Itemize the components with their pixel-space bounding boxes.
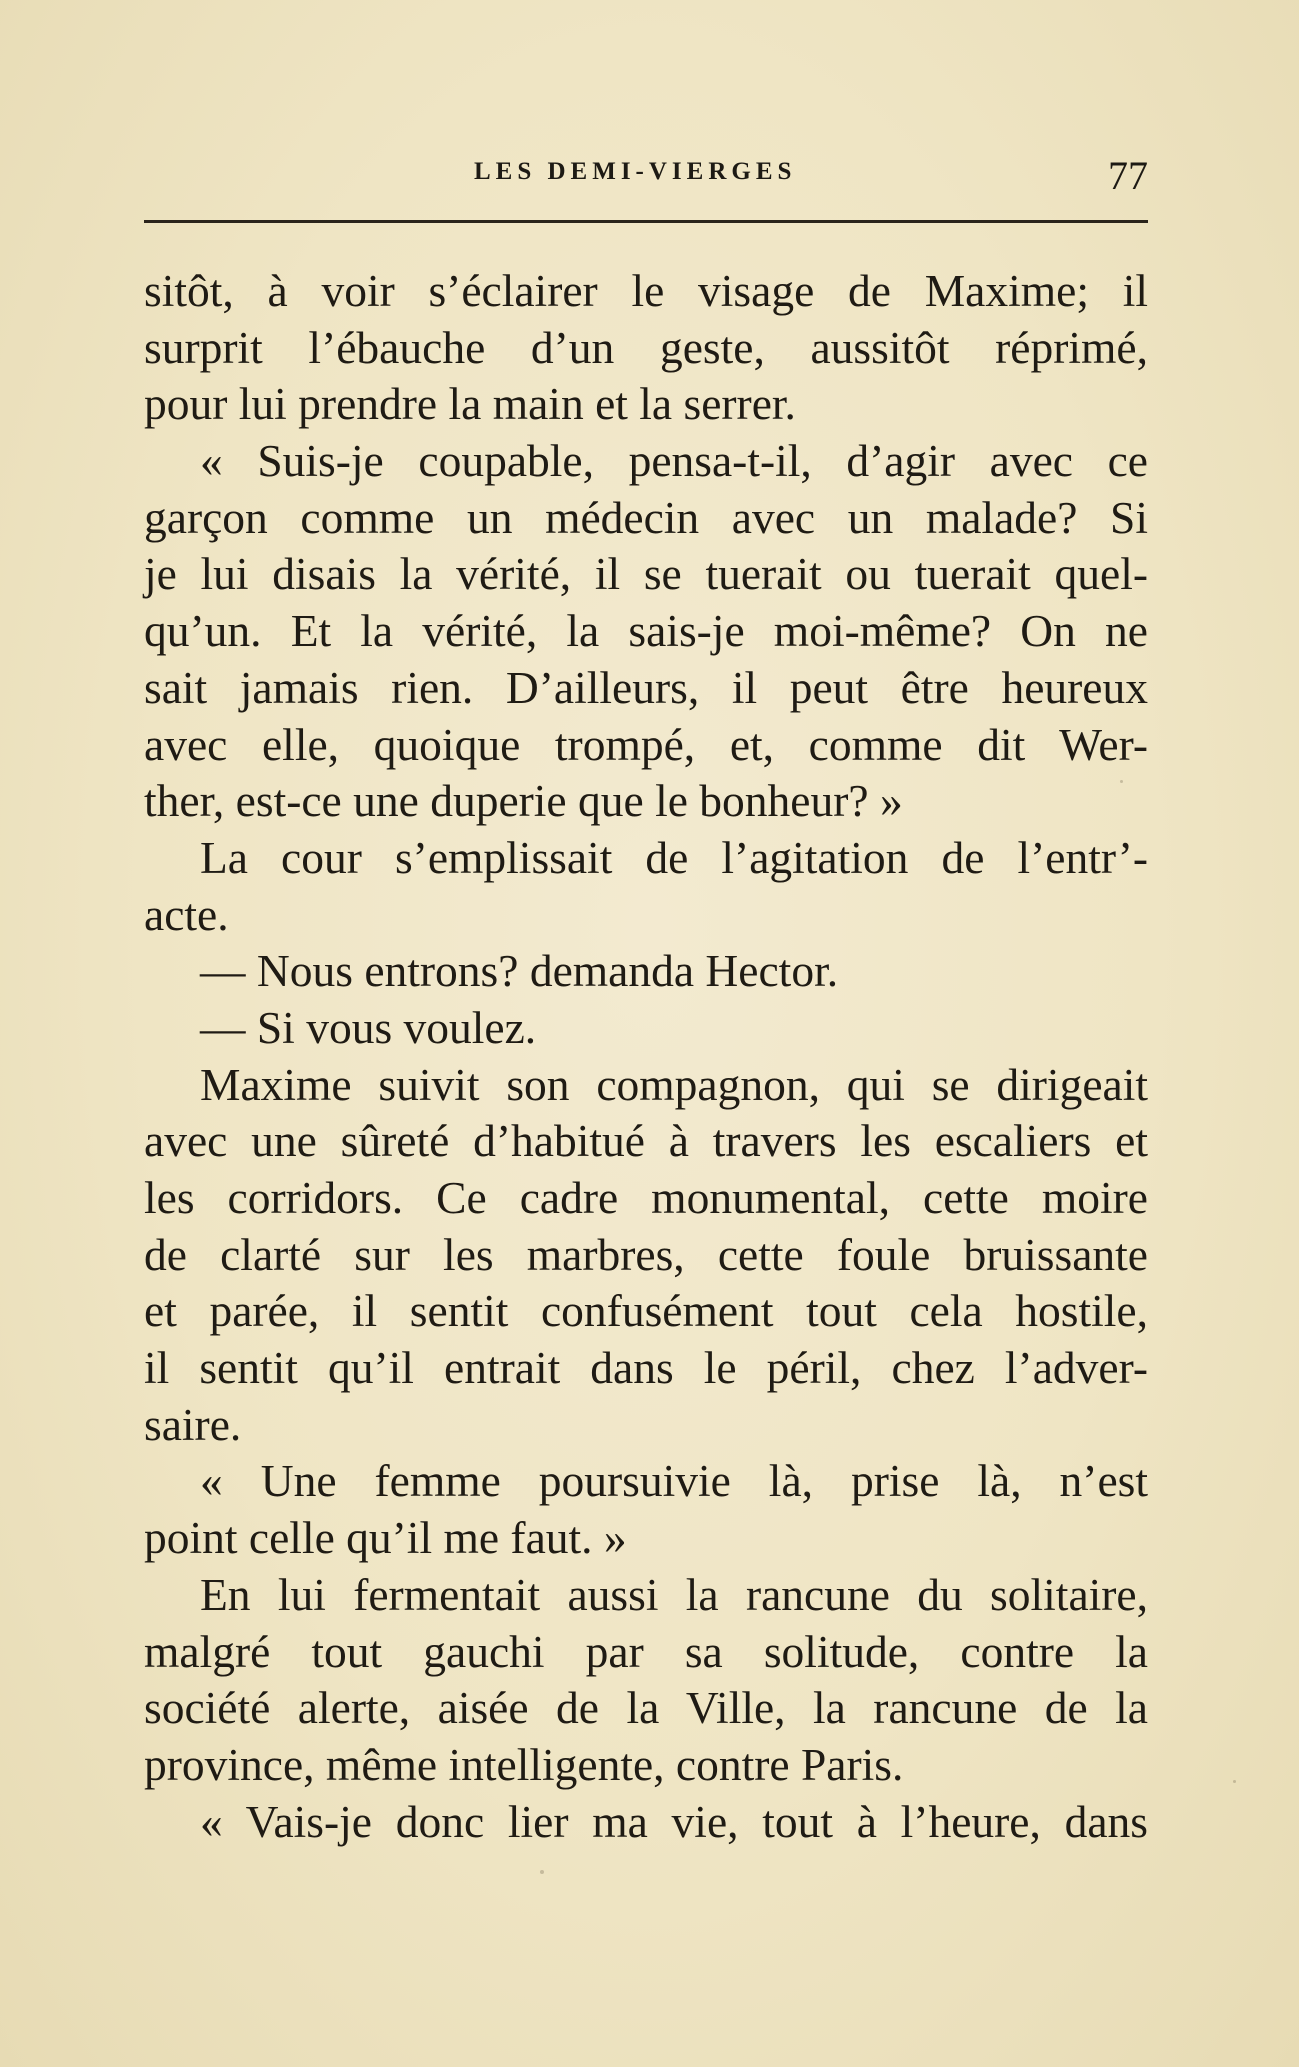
text-line: ther, est-ce une duperie que le bonheur? » (144, 775, 903, 827)
text-line: avec elle, quoique trompé, et, comme dit Wer- (144, 718, 1148, 770)
text-line: acte. (144, 888, 229, 940)
text-line: saire. (144, 1398, 242, 1450)
text-line: La cour s’emplissait de l’agitation de l’entr’- (200, 831, 1148, 883)
text-line: — Nous entrons? demanda Hector. (200, 945, 839, 997)
text-line: « Vais-je donc lier ma vie, tout à l’heure, dans (200, 1795, 1148, 1847)
paper-speck (1233, 1780, 1236, 1783)
text-line: malgré tout gauchi par sa solitude, contre la (144, 1625, 1148, 1677)
text-line: « Une femme poursuivie là, prise là, n’est (200, 1455, 1148, 1507)
text-line: Maxime suivit son compagnon, qui se dirigeait (200, 1058, 1148, 1110)
text-line: point celle qu’il me faut. » (144, 1512, 627, 1564)
text-line: qu’un. Et la vérité, la sais-je moi-même? On ne (144, 605, 1148, 657)
paper-speck (1120, 780, 1123, 783)
text-line: garçon comme un médecin avec un malade? Si (144, 491, 1148, 543)
text-line: et parée, il sentit confusément tout cela hostile, (144, 1285, 1148, 1337)
text-line: je lui disais la vérité, il se tuerait ou tuerait quel- (144, 548, 1148, 600)
text-line: « Suis-je coupable, pensa-t-il, d’agir avec ce (200, 435, 1148, 487)
text-line: société alerte, aisée de la Ville, la rancune de la (144, 1682, 1148, 1734)
running-title: LES DEMI-VIERGES (474, 158, 797, 185)
text-line: surprit l’ébauche d’un geste, aussitôt réprimé, (144, 321, 1148, 373)
text-line: province, même intelligente, contre Paris. (144, 1738, 904, 1790)
text-line: — Si vous voulez. (200, 1001, 537, 1053)
text-line: pour lui prendre la main et la serrer. (144, 378, 796, 430)
page-header (144, 150, 1148, 210)
text-line: il sentit qu’il entrait dans le péril, chez l’adver- (144, 1342, 1148, 1394)
paper-speck (540, 1870, 544, 1874)
text-line: de clarté sur les marbres, cette foule bruissante (144, 1228, 1148, 1280)
text-line: sitôt, à voir s’éclairer le visage de Maxime; il (144, 265, 1148, 316)
page-number: 77 (1108, 153, 1148, 198)
header-rule (144, 220, 1148, 223)
text-line: En lui fermentait aussi la rancune du solitaire, (200, 1568, 1148, 1620)
text-line: les corridors. Ce cadre monumental, cette moire (144, 1172, 1148, 1223)
text-line: sait jamais rien. D’ailleurs, il peut être heureux (144, 661, 1148, 713)
text-line: avec une sûreté d’habitué à travers les escaliers et (144, 1115, 1148, 1167)
body-text (144, 263, 1148, 1850)
